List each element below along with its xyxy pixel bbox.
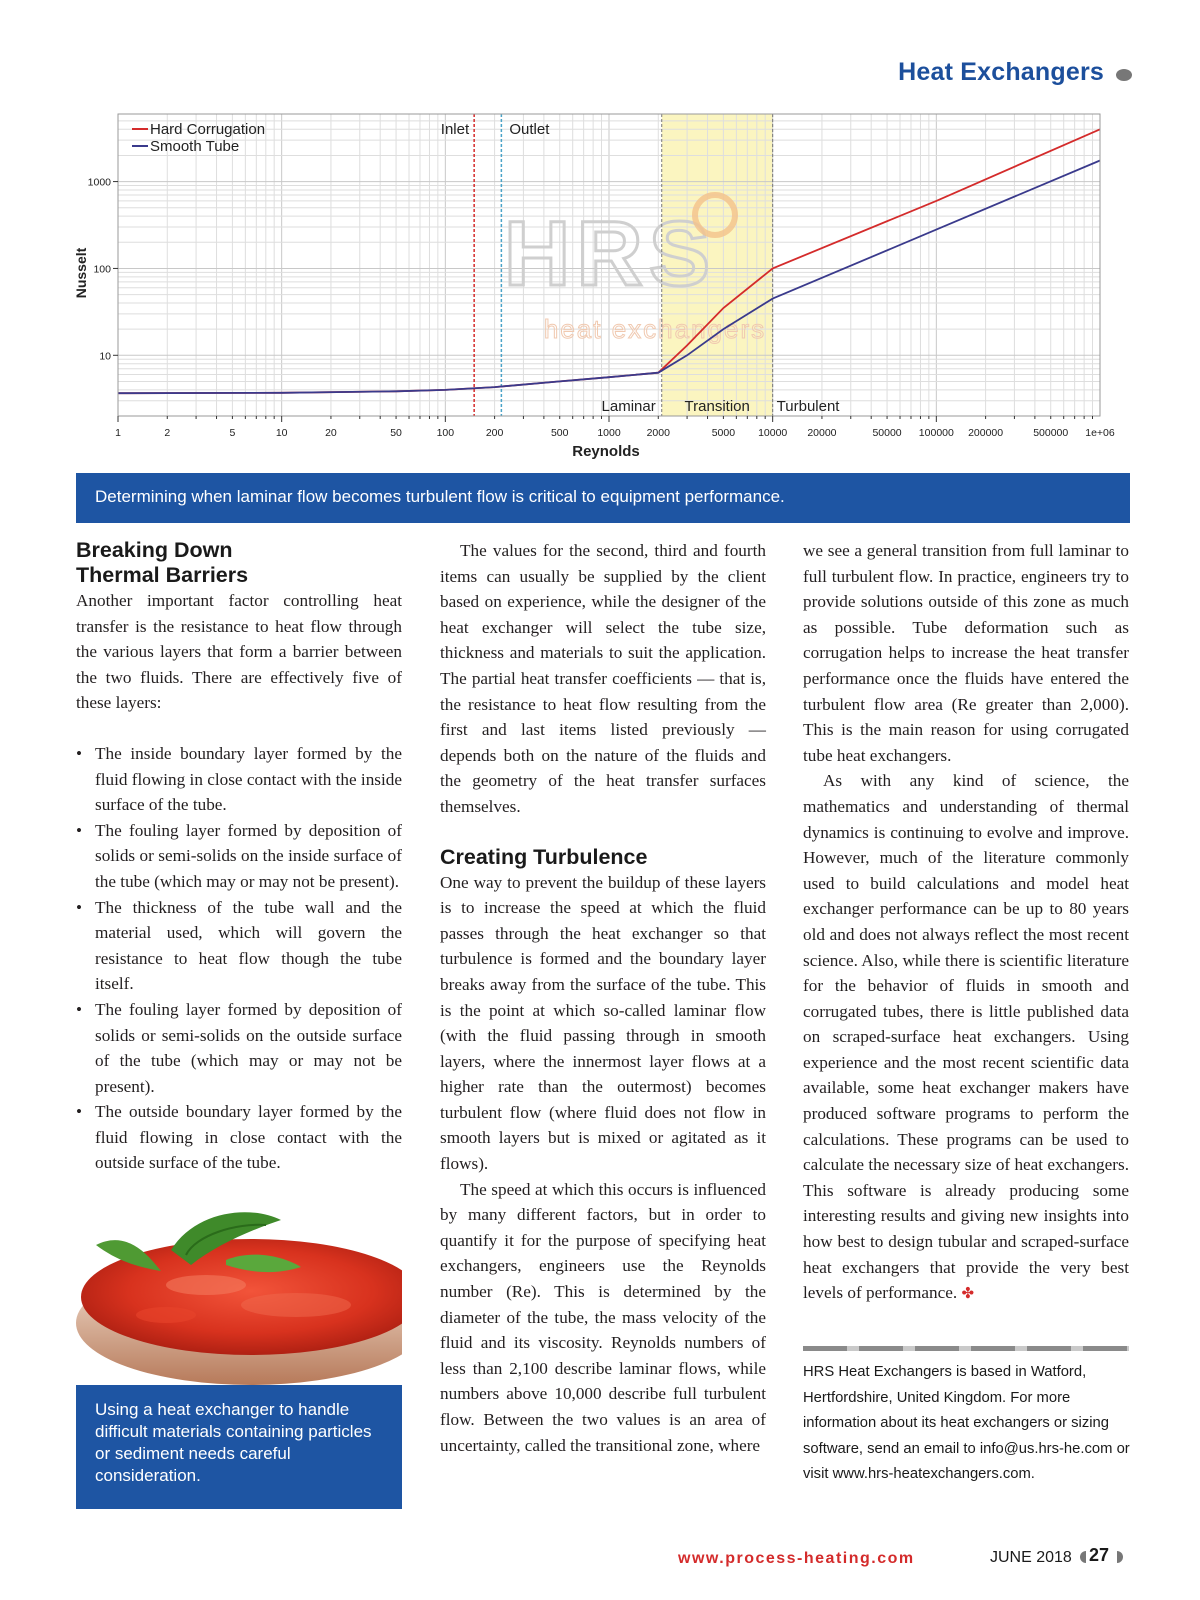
heading-line-2: Thermal Barriers (76, 563, 249, 587)
chart-svg (70, 110, 1132, 472)
article-column-3 (803, 538, 1129, 1307)
list-item: • The fouling layer formed by deposition of solids or semi-solids on the inside surface of the tube (which may or may not be present). (76, 818, 402, 895)
tomato-sauce-photo (76, 1205, 402, 1385)
x-tick-label: 50000 (872, 427, 902, 439)
x-tick-label: 1 (115, 427, 121, 439)
paragraph-science-text: As with any kind of science, the mathematics and understanding of thermal dynamics is continuing to evolve and improve. However, much of the literature commonly used to build calculations and model heat exchanger performance can be up to 80 years old and does not always reflect the most recent science. Also, while there is scientific literature for the behavior of fluids in smooth and corrugated tubes, there is little published data on scraped-surface heat exchangers. Using experience and the most recent scientific data available, some heat exchanger makers have produced software programs to perform the calculations. These programs can be used to calculate the necessary size of heat exchangers. This software is already producing some interesting results and giving new insights into how best to design tubular and scraped-surface heat exchangers that provide the very best levels of performance. (803, 771, 1129, 1303)
paragraph-reynolds: The speed at which this occurs is influenced by many different factors, but in order to quantify it for the purpose of specifying heat exchangers, engineers use the Reynolds number (Re). This is determined by the diameter of the tube, the mass velocity of the fluid and its viscosity. Reynolds numbers of less than 2,100 describe laminar flows, while numbers above 10,000 describe full turbulent flow. Between the two values is an area of uncertainty, called the transitional zone, where (440, 1179, 766, 1455)
x-tick-label: 1e+06 (1085, 427, 1115, 439)
section-header: Heat Exchangers (898, 58, 1104, 86)
paragraph-reynolds-continued: we see a general transition from full laminar to full turbulent flow. In practice, engineers try to provide solutions outside of this zone as much as possible. Tube deformation such as corrugation helps to increase the heat transfer performance once the fluids have entered the turbulent flow area (Re greater than 2,000). This is the main reason for using corrugated tube heat exchangers. (803, 541, 1129, 765)
y-axis-label: Nusselt (73, 247, 89, 299)
x-tick-label: 10 (275, 427, 288, 439)
x-tick-label: 200 (485, 427, 504, 439)
paragraph-values: The values for the second, third and fourth items can usually be supplied by the client based on experience, while the designer of the heat exchanger will select the tube size, thickness and materials to suit the application. The partial heat transfer coefficients — that is, the resistance to heat flow resulting from the first and last items listed previously — depends both on the nature of the fluids and the geometry of the heat transfer surfaces themselves. (440, 541, 766, 816)
x-tick-label: 5 (229, 427, 236, 439)
layers-list (76, 741, 402, 1176)
page-bracket-right-icon (1117, 1551, 1123, 1563)
vline-label-inlet: Inlet (440, 121, 470, 138)
article-column-1 (76, 538, 402, 1176)
x-tick-label: 200000 (968, 427, 1004, 439)
end-mark-icon: ✤ (961, 1284, 975, 1303)
y-tick-label: 10 (99, 350, 111, 363)
page-bracket-left-icon (1080, 1551, 1086, 1563)
watermark-logo: HRS (503, 203, 717, 305)
x-tick-label: 100000 (918, 427, 954, 439)
x-tick-label: 100 (436, 427, 455, 439)
x-tick-label: 500000 (1033, 427, 1069, 439)
heading-breaking-down (76, 538, 402, 588)
list-item: • The fouling layer formed by deposition of solids or semi-solids on the outside surface of the tube (which may or may not be present). (76, 997, 402, 1099)
heading-creating-turbulence: Creating Turbulence (440, 844, 648, 869)
region-label-transition: Transition (684, 398, 750, 415)
chart-caption: Determining when laminar flow becomes turbulent flow is critical to equipment performance. (76, 473, 1130, 523)
list-item: • The inside boundary layer formed by the fluid flowing in close contact with the inside surface of the tube. (76, 741, 402, 818)
x-tick-label: 2 (164, 427, 171, 439)
list-item: • The thickness of the tube wall and the material used, which will govern the resistance to heat flow though the tube itself. (76, 895, 402, 997)
legend-label-0: Hard Corrugation (150, 121, 266, 138)
x-tick-label: 500 (550, 427, 569, 439)
page-number: 27 (1089, 1545, 1110, 1565)
footer-date: JUNE 2018 (990, 1549, 1072, 1566)
x-tick-label: 20000 (807, 427, 837, 439)
x-tick-label: 20 (325, 427, 337, 439)
x-tick-label: 5000 (711, 427, 736, 439)
photo-caption: Using a heat exchanger to handle difficult materials containing particles or sediment needs careful consideration. (76, 1385, 402, 1509)
x-tick-label: 1000 (597, 427, 621, 439)
x-tick-label: 50 (390, 427, 402, 439)
legend-label-1: Smooth Tube (150, 138, 240, 155)
nusselt-reynolds-chart (70, 110, 1132, 472)
paragraph-science (803, 768, 1129, 1306)
x-tick-label: 10000 (758, 427, 788, 439)
y-tick-label: 100 (93, 263, 111, 276)
x-tick-label: 2000 (646, 427, 670, 439)
x-axis-label: Reynolds (572, 443, 640, 460)
vline-label-outlet: Outlet (509, 121, 550, 138)
region-label-turbulent: Turbulent (776, 398, 840, 415)
article-column-2 (440, 538, 766, 1458)
region-label-laminar: Laminar (601, 398, 656, 415)
watermark-sub: heat exchangers (543, 314, 767, 344)
heading-line-1: Breaking Down (76, 538, 233, 562)
divider (803, 1346, 1129, 1351)
y-tick-label: 1000 (87, 176, 111, 189)
paragraph-intro: Another important factor controlling heat transfer is the resistance to heat flow through the various layers that form a barrier between the two fluids. There are effectively five of these layers: (76, 591, 402, 713)
paragraph-turbulence: One way to prevent the buildup of these layers is to increase the speed at which the fluid passes through the heat exchanger so that turbulence is formed and the boundary layer breaks away from the surface of the tube. This is the point at which so-called laminar flow (with the fluid passing through in smooth layers, where the innermost layer flows at a higher rate than the outermost) becomes turbulent flow (where fluid does not flow in smooth layers but is mixed or agitated as it flows). (440, 872, 766, 1174)
footer-url[interactable]: www.process-heating.com (678, 1550, 915, 1567)
list-item: • The outside boundary layer formed by the fluid flowing in close contact with the outside surface of the tube. (76, 1099, 402, 1176)
header-bullet-icon (1116, 69, 1132, 81)
company-bio: HRS Heat Exchangers is based in Watford, Hertfordshire, United Kingdom. For more information about its heat exchangers or sizing software, send an email to info@us.hrs-he.com or visit www.hrs-heatexchangers.com. (803, 1364, 1130, 1483)
